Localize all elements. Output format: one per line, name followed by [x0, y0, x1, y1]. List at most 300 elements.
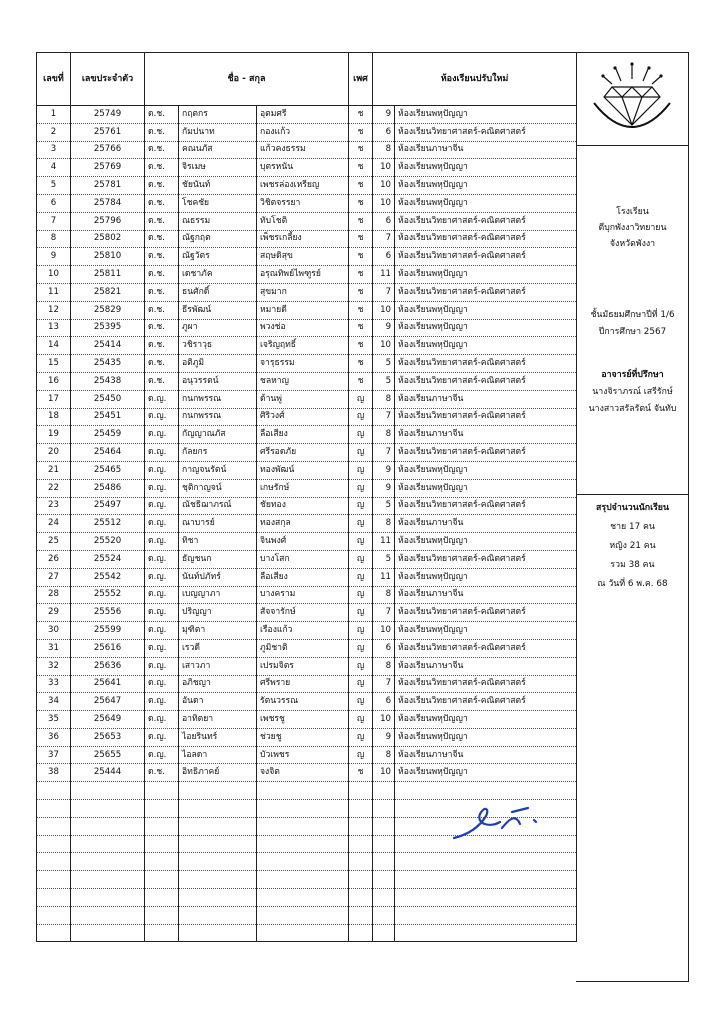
first-name: อนุวรรตน์ [179, 372, 257, 390]
name-prefix: ด.ญ. [145, 408, 179, 426]
student-id: 25556 [71, 604, 145, 622]
first-name: กัมปนาท [179, 123, 257, 141]
row-number: 36 [37, 728, 71, 746]
row-number: 14 [37, 337, 71, 355]
last-name: จินพงศ์ [257, 533, 349, 551]
last-name: เกษรักษ์ [257, 479, 349, 497]
first-name: ณาบารย์ [179, 515, 257, 533]
first-name: กฤตกร [179, 106, 257, 124]
name-prefix: ด.ญ. [145, 586, 179, 604]
row-number: 20 [37, 444, 71, 462]
room-name: ห้องเรียนภาษาจีน [395, 390, 577, 408]
room-name: ห้องเรียนพหุปัญญา [395, 711, 577, 729]
table-row [37, 461, 577, 479]
name-prefix: ด.ญ. [145, 426, 179, 444]
last-name: ศรีรอดภัย [257, 444, 349, 462]
header-name: ชื่อ - สกุล [145, 53, 349, 106]
last-name: บางโสก [257, 550, 349, 568]
table-row [37, 194, 577, 212]
row-number: 32 [37, 657, 71, 675]
last-name: เพชรชู [257, 711, 349, 729]
room-name: ห้องเรียนภาษาจีน [395, 426, 577, 444]
room-number: 6 [373, 123, 395, 141]
room-name: ห้องเรียนวิทยาศาสตร์-คณิตศาสตร์ [395, 444, 577, 462]
row-number: 34 [37, 693, 71, 711]
table-row [37, 550, 577, 568]
student-id: 25761 [71, 123, 145, 141]
school-name: ตีบุกพังงาวิทยายน [598, 223, 667, 233]
last-name: รัตนวรรณ [257, 693, 349, 711]
academic-year: ปีการศึกษา 2567 [598, 327, 667, 337]
table-row [37, 212, 577, 230]
student-id: 25438 [71, 372, 145, 390]
sex: ช [349, 159, 373, 177]
room-number: 6 [373, 248, 395, 266]
last-name: แก้วคงธรรม [257, 141, 349, 159]
name-prefix: ด.ญ. [145, 568, 179, 586]
first-name: กนกพรรณ [179, 408, 257, 426]
table-row [37, 764, 577, 782]
first-name: จิรเมษ [179, 159, 257, 177]
student-id: 25497 [71, 497, 145, 515]
table-row [37, 355, 577, 373]
room-number: 6 [373, 693, 395, 711]
table-row [37, 479, 577, 497]
first-name: วชิราวุธ [179, 337, 257, 355]
room-number: 8 [373, 657, 395, 675]
name-prefix: ด.ญ. [145, 444, 179, 462]
table-row [37, 604, 577, 622]
student-id: 25512 [71, 515, 145, 533]
sex: ญ [349, 533, 373, 551]
last-name: ช่วยชู [257, 728, 349, 746]
sex: ช [349, 266, 373, 284]
table-row [37, 728, 577, 746]
last-name: สัจจารักษ์ [257, 604, 349, 622]
table-row [37, 568, 577, 586]
student-id: 25802 [71, 230, 145, 248]
student-id: 25821 [71, 283, 145, 301]
room-number: 5 [373, 372, 395, 390]
room-name: ห้องเรียนพหุปัญญา [395, 568, 577, 586]
name-prefix: ด.ญ. [145, 693, 179, 711]
table-row [37, 639, 577, 657]
first-name: ไอยรินทร์ [179, 728, 257, 746]
table-row [37, 497, 577, 515]
room-number: 10 [373, 177, 395, 195]
name-prefix: ด.ช. [145, 123, 179, 141]
student-id: 25542 [71, 568, 145, 586]
room-name: ห้องเรียนพหุปัญญา [395, 266, 577, 284]
last-name: ทองพัฒน์ [257, 461, 349, 479]
summary-female: หญิง 21 คน [609, 541, 656, 551]
sex: ญ [349, 461, 373, 479]
school-label: โรงเรียน [616, 207, 649, 217]
room-number: 7 [373, 283, 395, 301]
room-name: ห้องเรียนภาษาจีน [395, 515, 577, 533]
room-name: ห้องเรียนพหุปัญญา [395, 337, 577, 355]
sex: ญ [349, 746, 373, 764]
student-id: 25649 [71, 711, 145, 729]
student-id: 25781 [71, 177, 145, 195]
table-row [37, 533, 577, 551]
room-number: 8 [373, 390, 395, 408]
advisor-title: อาจารย์ที่ปรึกษา [601, 370, 664, 380]
room-number: 8 [373, 141, 395, 159]
room-number: 9 [373, 319, 395, 337]
last-name: อุตมศรี [257, 106, 349, 124]
name-prefix: ด.ญ. [145, 461, 179, 479]
first-name: มุฑิตา [179, 622, 257, 640]
last-name: ด้านพู่ [257, 390, 349, 408]
sex: ช [349, 301, 373, 319]
blank-row [37, 782, 577, 800]
name-prefix: ด.ช. [145, 764, 179, 782]
room-number: 7 [373, 230, 395, 248]
first-name: อาทิตยา [179, 711, 257, 729]
table-row [37, 337, 577, 355]
last-name: ชัยทอง [257, 497, 349, 515]
sex: ญ [349, 639, 373, 657]
sex: ญ [349, 515, 373, 533]
first-name: ธีรพัฒน์ [179, 301, 257, 319]
student-id: 25444 [71, 764, 145, 782]
last-name: ลือเสียง [257, 568, 349, 586]
table-row [37, 319, 577, 337]
info-panel [576, 52, 689, 982]
student-id: 25653 [71, 728, 145, 746]
room-number: 6 [373, 639, 395, 657]
row-number: 38 [37, 764, 71, 782]
advisor-1: นางจิราภรณ์ เสรีรักษ์ [592, 387, 673, 397]
room-name: ห้องเรียนพหุปัญญา [395, 622, 577, 640]
room-name: ห้องเรียนวิทยาศาสตร์-คณิตศาสตร์ [395, 550, 577, 568]
sex: ญ [349, 711, 373, 729]
first-name: ชุติกาญจน์ [179, 479, 257, 497]
first-name: ณัชธิฌาภรณ์ [179, 497, 257, 515]
row-number: 27 [37, 568, 71, 586]
room-number: 6 [373, 212, 395, 230]
room-name: ห้องเรียนพหุปัญญา [395, 177, 577, 195]
student-id: 25796 [71, 212, 145, 230]
table-row [37, 622, 577, 640]
last-name: สฤษดิสุข [257, 248, 349, 266]
student-id: 25655 [71, 746, 145, 764]
last-name: เจริญฤทธิ์ [257, 337, 349, 355]
row-number: 33 [37, 675, 71, 693]
last-name: บางคราม [257, 586, 349, 604]
class-level: ชั้นมัธยมศึกษาปีที่ 1/6 [590, 310, 675, 320]
summary-title: สรุปจำนวนนักเรียน [596, 503, 669, 513]
room-name: ห้องเรียนวิทยาศาสตร์-คณิตศาสตร์ [395, 248, 577, 266]
room-name: ห้องเรียนพหุปัญญา [395, 301, 577, 319]
row-number: 2 [37, 123, 71, 141]
table-row [37, 230, 577, 248]
name-prefix: ด.ช. [145, 212, 179, 230]
room-name: ห้องเรียนวิทยาศาสตร์-คณิตศาสตร์ [395, 283, 577, 301]
student-id: 25414 [71, 337, 145, 355]
name-prefix: ด.ญ. [145, 675, 179, 693]
room-name: ห้องเรียนวิทยาศาสตร์-คณิตศาสตร์ [395, 604, 577, 622]
first-name: กนกพรรณ [179, 390, 257, 408]
room-number: 5 [373, 355, 395, 373]
room-number: 9 [373, 106, 395, 124]
first-name: ณธรรม [179, 212, 257, 230]
row-number: 26 [37, 550, 71, 568]
row-number: 29 [37, 604, 71, 622]
first-name: ธัญชนก [179, 550, 257, 568]
student-id: 25450 [71, 390, 145, 408]
first-name: อติภูมิ [179, 355, 257, 373]
first-name: เดชาภัค [179, 266, 257, 284]
student-id: 25486 [71, 479, 145, 497]
first-name: กัลยกร [179, 444, 257, 462]
room-name: ห้องเรียนวิทยาศาสตร์-คณิตศาสตร์ [395, 212, 577, 230]
row-number: 13 [37, 319, 71, 337]
student-id: 25647 [71, 693, 145, 711]
table-row [37, 177, 577, 195]
last-name: เปรมจิตร [257, 657, 349, 675]
last-name: ทองสกุล [257, 515, 349, 533]
room-number: 8 [373, 586, 395, 604]
room-name: ห้องเรียนพหุปัญญา [395, 479, 577, 497]
student-id: 25769 [71, 159, 145, 177]
sex: ช [349, 230, 373, 248]
row-number: 5 [37, 177, 71, 195]
row-number: 18 [37, 408, 71, 426]
row-number: 28 [37, 586, 71, 604]
name-prefix: ด.ญ. [145, 604, 179, 622]
sex: ช [349, 764, 373, 782]
row-number: 17 [37, 390, 71, 408]
row-number: 3 [37, 141, 71, 159]
sex: ช [349, 141, 373, 159]
room-name: ห้องเรียนพหุปัญญา [395, 728, 577, 746]
room-number: 9 [373, 479, 395, 497]
room-number: 5 [373, 497, 395, 515]
header-student-id: เลขประจำตัว [71, 53, 145, 106]
table-row [37, 711, 577, 729]
sex: ญ [349, 479, 373, 497]
room-number: 10 [373, 764, 395, 782]
table-row [37, 390, 577, 408]
room-name: ห้องเรียนวิทยาศาสตร์-คณิตศาสตร์ [395, 372, 577, 390]
room-number: 11 [373, 568, 395, 586]
sex: ญ [349, 622, 373, 640]
room-name: ห้องเรียนวิทยาศาสตร์-คณิตศาสตร์ [395, 639, 577, 657]
room-name: ห้องเรียนพหุปัญญา [395, 159, 577, 177]
sex: ช [349, 372, 373, 390]
table-row [37, 444, 577, 462]
name-prefix: ด.ช. [145, 355, 179, 373]
student-id: 25520 [71, 533, 145, 551]
table-row [37, 106, 577, 124]
room-name: ห้องเรียนพหุปัญญา [395, 461, 577, 479]
name-prefix: ด.ช. [145, 301, 179, 319]
sex: ญ [349, 426, 373, 444]
sex: ญ [349, 444, 373, 462]
blank-row [37, 871, 577, 889]
name-prefix: ด.ช. [145, 194, 179, 212]
sex: ช [349, 355, 373, 373]
student-id: 25599 [71, 622, 145, 640]
room-number: 5 [373, 550, 395, 568]
name-prefix: ด.ญ. [145, 711, 179, 729]
table-row [37, 248, 577, 266]
room-number: 7 [373, 408, 395, 426]
student-id: 25766 [71, 141, 145, 159]
sex: ญ [349, 728, 373, 746]
student-id: 25395 [71, 319, 145, 337]
last-name: อรุณทิพย์ไพฑูรย์ [257, 266, 349, 284]
table-row [37, 746, 577, 764]
last-name: จารุธรรม [257, 355, 349, 373]
row-number: 19 [37, 426, 71, 444]
room-number: 7 [373, 675, 395, 693]
table-row [37, 159, 577, 177]
student-id: 25784 [71, 194, 145, 212]
first-name: ชัยนันท์ [179, 177, 257, 195]
name-prefix: ด.ญ. [145, 639, 179, 657]
sex: ญ [349, 675, 373, 693]
room-name: ห้องเรียนวิทยาศาสตร์-คณิตศาสตร์ [395, 123, 577, 141]
name-prefix: ด.ญ. [145, 533, 179, 551]
student-id: 25810 [71, 248, 145, 266]
first-name: เสาวภา [179, 657, 257, 675]
student-id: 25459 [71, 426, 145, 444]
table-row [37, 515, 577, 533]
name-prefix: ด.ญ. [145, 479, 179, 497]
first-name: เรวดี [179, 639, 257, 657]
last-name: สุขมาก [257, 283, 349, 301]
table-row [37, 586, 577, 604]
row-number: 35 [37, 711, 71, 729]
summary-total: รวม 38 คน [610, 560, 655, 570]
last-name: พวงช่อ [257, 319, 349, 337]
header-new-room: ห้องเรียนปรับใหม่ [373, 53, 577, 106]
table-row [37, 301, 577, 319]
room-number: 11 [373, 533, 395, 551]
row-number: 9 [37, 248, 71, 266]
name-prefix: ด.ญ. [145, 746, 179, 764]
row-number: 1 [37, 106, 71, 124]
student-id: 25811 [71, 266, 145, 284]
table-row [37, 372, 577, 390]
name-prefix: ด.ช. [145, 159, 179, 177]
room-name: ห้องเรียนภาษาจีน [395, 657, 577, 675]
row-number: 8 [37, 230, 71, 248]
row-number: 15 [37, 355, 71, 373]
room-number: 8 [373, 746, 395, 764]
last-name: ภูมิชาติ [257, 639, 349, 657]
name-prefix: ด.ญ. [145, 657, 179, 675]
student-id: 25464 [71, 444, 145, 462]
name-prefix: ด.ช. [145, 337, 179, 355]
name-prefix: ด.ช. [145, 177, 179, 195]
room-number: 8 [373, 426, 395, 444]
last-name: ศิริวงศ์ [257, 408, 349, 426]
table-row [37, 283, 577, 301]
summary-male: ชาย 17 คน [610, 522, 655, 532]
last-name: บัวเพชร [257, 746, 349, 764]
row-number: 24 [37, 515, 71, 533]
last-name: กองแก้ว [257, 123, 349, 141]
row-number: 7 [37, 212, 71, 230]
name-prefix: ด.ญ. [145, 390, 179, 408]
blank-row [37, 853, 577, 871]
room-number: 8 [373, 515, 395, 533]
sex: ญ [349, 657, 373, 675]
student-id: 25636 [71, 657, 145, 675]
sex: ช [349, 212, 373, 230]
room-name: ห้องเรียนภาษาจีน [395, 746, 577, 764]
name-prefix: ด.ญ. [145, 515, 179, 533]
first-name: อิทธิภาคย์ [179, 764, 257, 782]
room-name: ห้องเรียนพหุปัญญา [395, 319, 577, 337]
room-name: ห้องเรียนพหุปัญญา [395, 533, 577, 551]
row-number: 21 [37, 461, 71, 479]
name-prefix: ด.ญ. [145, 728, 179, 746]
table-row [37, 408, 577, 426]
name-prefix: ด.ญ. [145, 622, 179, 640]
room-number: 10 [373, 337, 395, 355]
sex: ช [349, 177, 373, 195]
sex: ญ [349, 586, 373, 604]
sex: ญ [349, 568, 373, 586]
first-name: กัญญาณภัส [179, 426, 257, 444]
summary-date: ณ วันที่ 6 พ.ค. 68 [597, 579, 668, 589]
room-number: 10 [373, 159, 395, 177]
sex: ช [349, 248, 373, 266]
sex: ช [349, 123, 373, 141]
last-name: เพชรล่องเหรียญ [257, 177, 349, 195]
last-name: เรืองแก้ว [257, 622, 349, 640]
name-prefix: ด.ช. [145, 266, 179, 284]
row-number: 16 [37, 372, 71, 390]
table-row [37, 266, 577, 284]
sex: ญ [349, 550, 373, 568]
first-name: โชคชัย [179, 194, 257, 212]
row-number: 6 [37, 194, 71, 212]
first-name: อภิชญา [179, 675, 257, 693]
row-number: 30 [37, 622, 71, 640]
first-name: อันดา [179, 693, 257, 711]
blank-row [37, 924, 577, 942]
first-name: ปริญญา [179, 604, 257, 622]
province: จังหวัดพังงา [609, 239, 656, 249]
row-number: 37 [37, 746, 71, 764]
room-number: 7 [373, 444, 395, 462]
header-sex: เพศ [349, 53, 373, 106]
last-name: วิชิตจรรยา [257, 194, 349, 212]
class-roster-sheet [36, 52, 689, 982]
school-logo-icon [582, 59, 682, 139]
student-id: 25616 [71, 639, 145, 657]
name-prefix: ด.ช. [145, 319, 179, 337]
first-name: คณนภัส [179, 141, 257, 159]
name-prefix: ด.ช. [145, 283, 179, 301]
room-name: ห้องเรียนวิทยาศาสตร์-คณิตศาสตร์ [395, 408, 577, 426]
row-number: 10 [37, 266, 71, 284]
first-name: กาญจนรัตน์ [179, 461, 257, 479]
last-name: เพ็ชรเกลี้ยง [257, 230, 349, 248]
table-row [37, 123, 577, 141]
advisor-2: นางสาวสรัลรัตน์ จันทับ [588, 404, 677, 414]
room-name: ห้องเรียนวิทยาศาสตร์-คณิตศาสตร์ [395, 230, 577, 248]
room-number: 9 [373, 728, 395, 746]
room-name: ห้องเรียนภาษาจีน [395, 586, 577, 604]
name-prefix: ด.ช. [145, 141, 179, 159]
